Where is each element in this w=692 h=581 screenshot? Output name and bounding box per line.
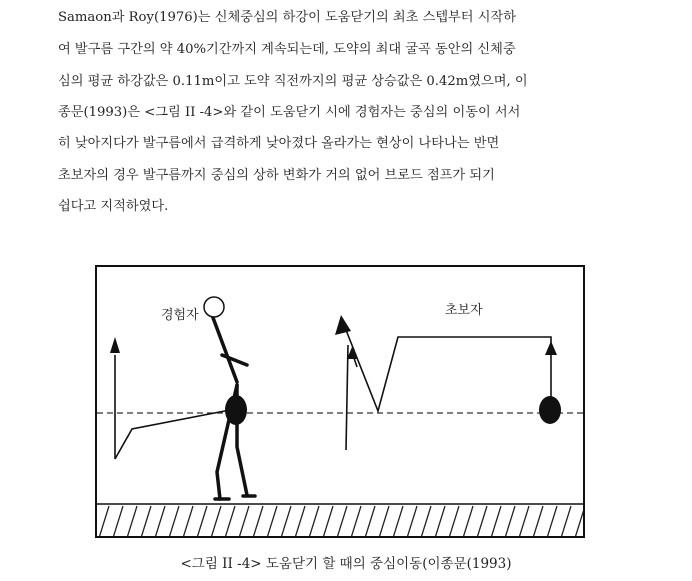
beginner-arrow-icon [335, 315, 351, 335]
paragraph-line: 여 발구름 구간의 약 40%기간까지 계속되는데, 도약의 최대 굴곡 동안의 신체중 [58, 42, 516, 57]
paragraph-line: 쉽다고 지적하였다. [58, 199, 169, 214]
paragraph-line: 종문(1993)은 <그림 II -4>와 같이 도움닫기 시에 경험자는 중심의 이동이 서서 [58, 105, 521, 120]
experienced-label: 경험자 [161, 308, 199, 323]
experienced-path [115, 355, 235, 459]
experienced-center-of-mass [225, 395, 247, 425]
beginner-path [346, 330, 551, 450]
paragraph-line: 심의 평균 하강값은 0.11m이고 도약 직전까지의 평균 상승값은 0.42m였으며, 이 [58, 74, 528, 89]
experienced-head [204, 297, 224, 317]
beginner-label: 초보자 [445, 303, 483, 318]
beginner-center-of-mass [539, 396, 561, 424]
paragraph-line: 히 낮아지다가 발구름에서 급격하게 낮아졌다 올라가는 현상이 나타나는 반면 [58, 136, 500, 151]
ground-hatching [97, 505, 583, 536]
paragraph-line: 초보자의 경우 발구름까지 중심의 상하 변화가 거의 없어 브로드 점프가 되기 [58, 168, 495, 183]
beginner-right-arrow-icon [545, 341, 557, 355]
center-of-mass-figure [95, 265, 585, 538]
experienced-arrow-icon [110, 337, 120, 353]
figure-caption: <그림 II -4> 도움닫기 할 때의 중심이동(이종문(1993) [180, 556, 512, 572]
paragraph-line: Samaon과 Roy(1976)는 신체중심의 하강이 도움닫기의 최초 스텝부터 시작하 [58, 10, 516, 25]
